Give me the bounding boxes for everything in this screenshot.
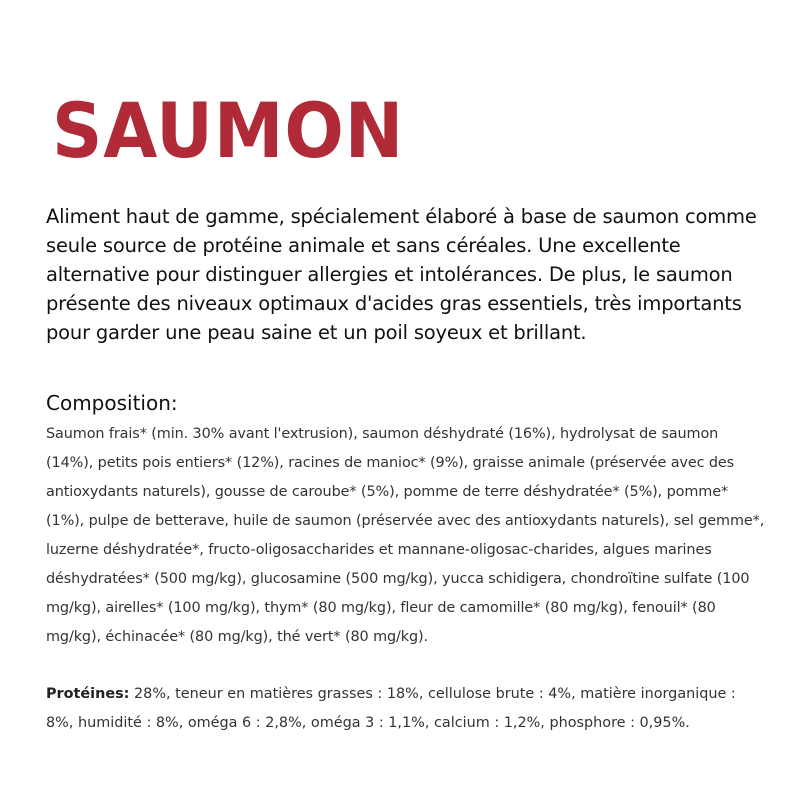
product-title: SAUMON	[52, 86, 405, 175]
analytical-constituents	[46, 680, 766, 738]
analysis-text: 28%, teneur en matières grasses : 18%, cellulose brute : 4%, matière inorganique : 8%, humidité : 8%, oméga 6 : 2,8%, oméga 3 : 1,1%, calcium : 1,2%, phosphore : 0,95%.	[46, 686, 736, 731]
analysis-label: Protéines:	[46, 686, 130, 702]
product-description: Aliment haut de gamme, spécialement élaboré à base de saumon comme seule source de protéine animale et sans céréales. Une excellente alternative pour distinguer allergies et intolérances. De plus, le saumon présente des niveaux optimaux d'acides gras essentiels, très importants pour garder une peau saine et un poil soyeux et brillant.	[46, 205, 757, 344]
composition-heading: Composition:	[46, 391, 178, 415]
composition-text: Saumon frais* (min. 30% avant l'extrusion), saumon déshydraté (16%), hydrolysat de saumon (14%), petits pois entiers* (12%), racines de manioc* (9%), graisse animale (préservée avec des antioxydants naturels), gousse de caroube* (5%), pomme de terre déshydratée* (5%), pomme* (1%), pulpe de betterave, huile de saumon (préservée avec des antioxydants naturels), sel gemme*, luzerne déshydratée*, fructo-oligosaccharides et mannane-oligosac-charides, algues marines déshydratées* (500 mg/kg), glucosamine (500 mg/kg), yucca schidigera, chondroïtine sulfate (100 mg/kg), airelles* (100 mg/kg), thym* (80 mg/kg), fleur de camomille* (80 mg/kg), fenouil* (80 mg/kg), échinacée* (80 mg/kg), thé vert* (80 mg/kg).	[46, 426, 765, 645]
